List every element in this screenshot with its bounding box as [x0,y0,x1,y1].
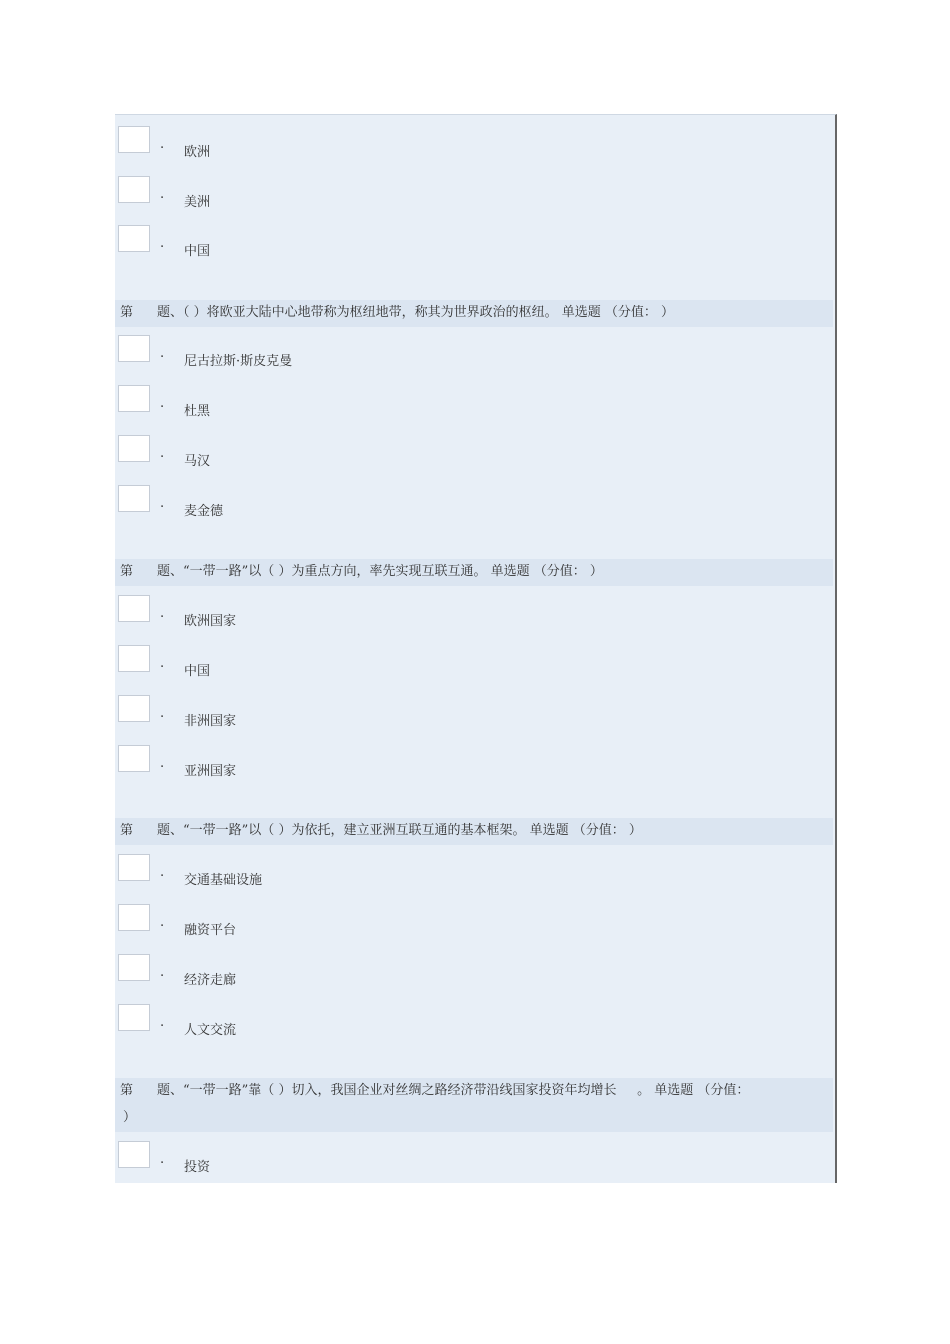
option-checkbox[interactable] [118,435,150,462]
option-label: 中国 [184,244,211,259]
option-row [118,745,818,779]
option-checkbox[interactable] [118,645,150,672]
option-checkbox[interactable] [118,176,150,203]
question-stem-continuation: ） [123,1110,137,1125]
option-label: 投资 [184,1160,211,1175]
option-label: 欧洲国家 [184,614,237,629]
option-checkbox[interactable] [118,904,150,931]
question-number-label: 第 [120,823,134,838]
option-row [118,595,818,629]
question-number-label: 第 [120,305,134,320]
option-separator: . [160,865,165,880]
option-checkbox[interactable] [118,335,150,362]
option-row [118,176,818,210]
option-separator: . [160,346,165,361]
question-stem: 题、“一带一路”以（ ）为重点方向，率先实现互联互通。 单选题 （分值： ） [157,564,603,579]
option-label: 非洲国家 [184,714,237,729]
option-separator: . [160,656,165,671]
option-separator: . [160,915,165,930]
option-row [118,126,818,160]
option-separator: . [160,396,165,411]
option-checkbox[interactable] [118,126,150,153]
option-separator: . [160,446,165,461]
option-checkbox[interactable] [118,1004,150,1031]
option-label: 中国 [184,664,211,679]
quiz-panel [115,114,837,1183]
option-row [118,1004,818,1038]
option-label: 马汉 [184,454,211,469]
option-checkbox[interactable] [118,745,150,772]
option-row [118,645,818,679]
question-header [115,559,833,586]
option-row [118,225,818,259]
option-checkbox[interactable] [118,595,150,622]
option-label: 杜黑 [184,404,211,419]
option-label: 麦金德 [184,504,224,519]
option-separator: . [160,965,165,980]
question-number-label: 第 [120,1083,134,1098]
question-stem: 题、“一带一路”靠（ ）切入，我国企业对丝绸之路经济带沿线国家投资年均增长 。 单选题 （分值： [157,1083,750,1098]
option-label: 亚洲国家 [184,764,237,779]
option-label: 人文交流 [184,1023,237,1038]
option-label: 经济走廊 [184,973,237,988]
option-separator: . [160,756,165,771]
option-separator: . [160,236,165,251]
question-header [115,818,833,845]
option-label: 交通基础设施 [184,873,263,888]
option-label: 融资平台 [184,923,237,938]
option-row [118,435,818,469]
option-separator: . [160,496,165,511]
option-label: 尼古拉斯·斯皮克曼 [184,354,293,369]
option-row [118,954,818,988]
option-separator: . [160,606,165,621]
option-separator: . [160,1152,165,1167]
option-row [118,335,818,369]
option-separator: . [160,706,165,721]
option-checkbox[interactable] [118,225,150,252]
question-stem: 题、（ ）将欧亚大陆中心地带称为枢纽地带，称其为世界政治的枢纽。 单选题 （分值： ） [157,305,675,320]
option-separator: . [160,137,165,152]
option-row [118,485,818,519]
option-row [118,854,818,888]
question-header [115,1078,833,1132]
option-label: 美洲 [184,195,211,210]
option-separator: . [160,1015,165,1030]
option-checkbox[interactable] [118,695,150,722]
option-row [118,695,818,729]
option-checkbox[interactable] [118,385,150,412]
option-separator: . [160,187,165,202]
option-row [118,385,818,419]
option-checkbox[interactable] [118,854,150,881]
option-row [118,1141,818,1175]
option-label: 欧洲 [184,145,211,160]
question-stem: 题、“一带一路”以（ ）为依托，建立亚洲互联互通的基本框架。 单选题 （分值： ） [157,823,642,838]
option-row [118,904,818,938]
question-number-label: 第 [120,564,134,579]
option-checkbox[interactable] [118,954,150,981]
question-header [115,300,833,327]
option-checkbox[interactable] [118,1141,150,1168]
option-checkbox[interactable] [118,485,150,512]
